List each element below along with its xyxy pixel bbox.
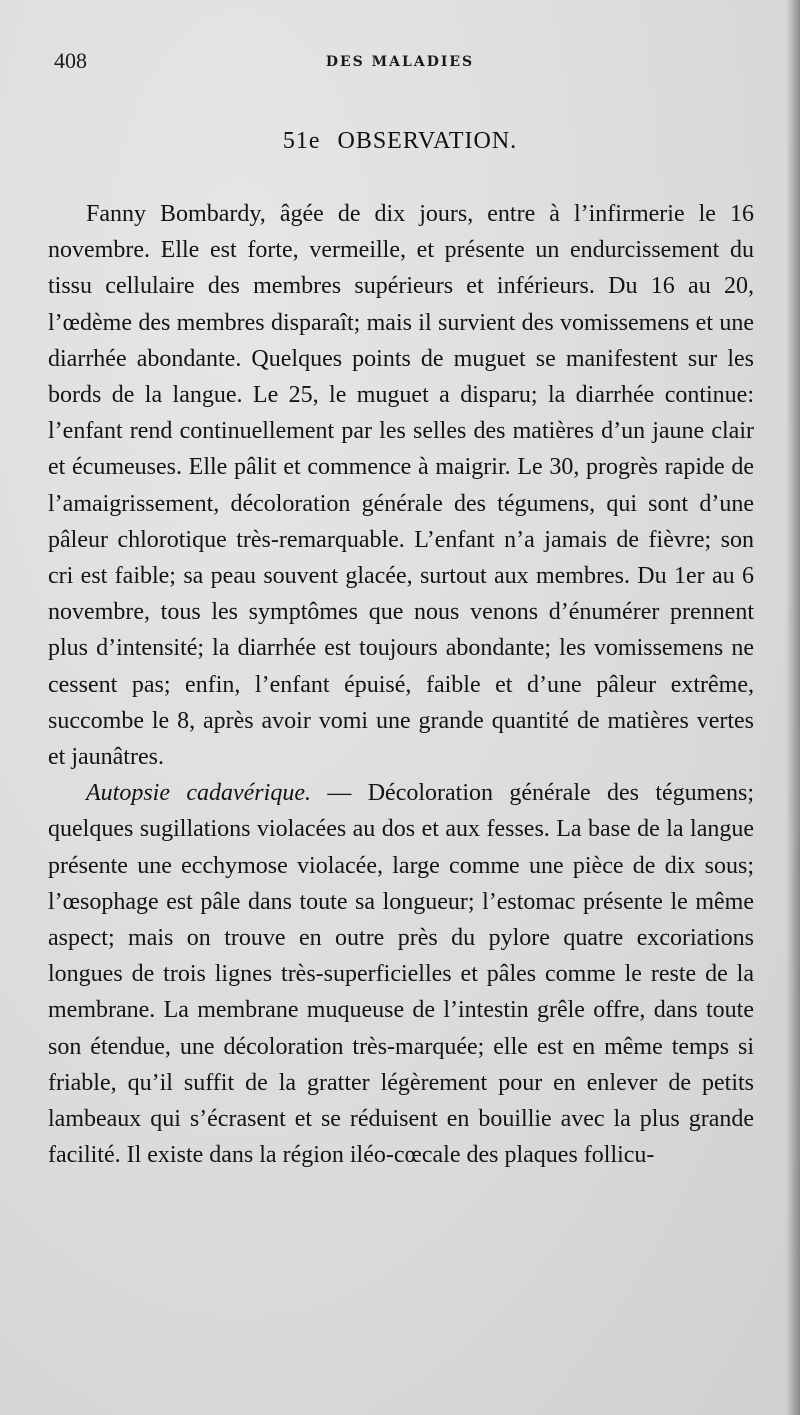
observation-number: 51e (282, 128, 321, 154)
case-paragraph: Fanny Bombardy, âgée de dix jours, entre à l’infirmerie le 16 novembre. Elle est forte, vermeille, et présente un endurcissement du tissu cellulaire des membres supérieurs et inférieurs. Du 16 au 20, l’œdème des membres disparaît; mais il survient des vomissemens et une diarrhée abondante. Quelques points de muguet se manifestent sur les bords de la langue. Le 25, le muguet a disparu; la diarrhée continue: l’enfant rend continuellement par les selles des matières d’un jaune clair et écumeuses. Elle pâlit et commence à maigrir. Le 30, progrès rapide de l’amaigrissement, décoloration générale des tégumens, qui sont d’une pâleur chlorotique très-remarquable. L’enfant n’a jamais de fièvre; son cri est faible; sa peau souvent glacée, surtout aux membres. Du 1er au 6 novembre, tous les symptômes que nous venons d’énumérer prennent plus d’intensité; la diarrhée est toujours abondante; les vomissemens ne cessent pas; enfin, l’enfant épuisé, faible et d’une pâleur extrême, succombe le 8, après avoir vomi une grande quantité de matières vertes et jaunâtres. (48, 201, 754, 771)
page-number: 408 (54, 48, 87, 73)
running-head (48, 48, 752, 78)
autopsy-label: Autopsie cadavérique. (86, 780, 311, 807)
autopsy-paragraph (48, 775, 754, 1173)
running-title: DES MALADIES (325, 54, 475, 70)
autopsy-text: — Décoloration générale des tégumens; quelques sugillations violacées au dos et aux fesses. La base de la langue présente une ecchymose violacée, large comme une pièce de dix sous; l’œsophage est pâle dans toute sa longueur; l’estomac présente le même aspect; mais on trouve en outre près du pylore quatre excoriations longues de trois lignes très-superficielles et pâles comme le reste de la membrane. La membrane muqueuse de l’intestin grêle offre, dans toute son étendue, une décoloration très-marquée; elle est en même temps si friable, qu’il suffit de la gratter légèrement pour en enlever de petits lambeaux qui s’écrasent et se réduisent en bouillie avec la plus grande facilité. Il existe dans la région iléo-cœcale des plaques follicu- (48, 780, 755, 1169)
observation-heading (0, 128, 800, 155)
page-edge-shadow (786, 0, 800, 1415)
observation-title: OBSERVATION. (337, 128, 518, 154)
body-text (48, 196, 754, 1173)
